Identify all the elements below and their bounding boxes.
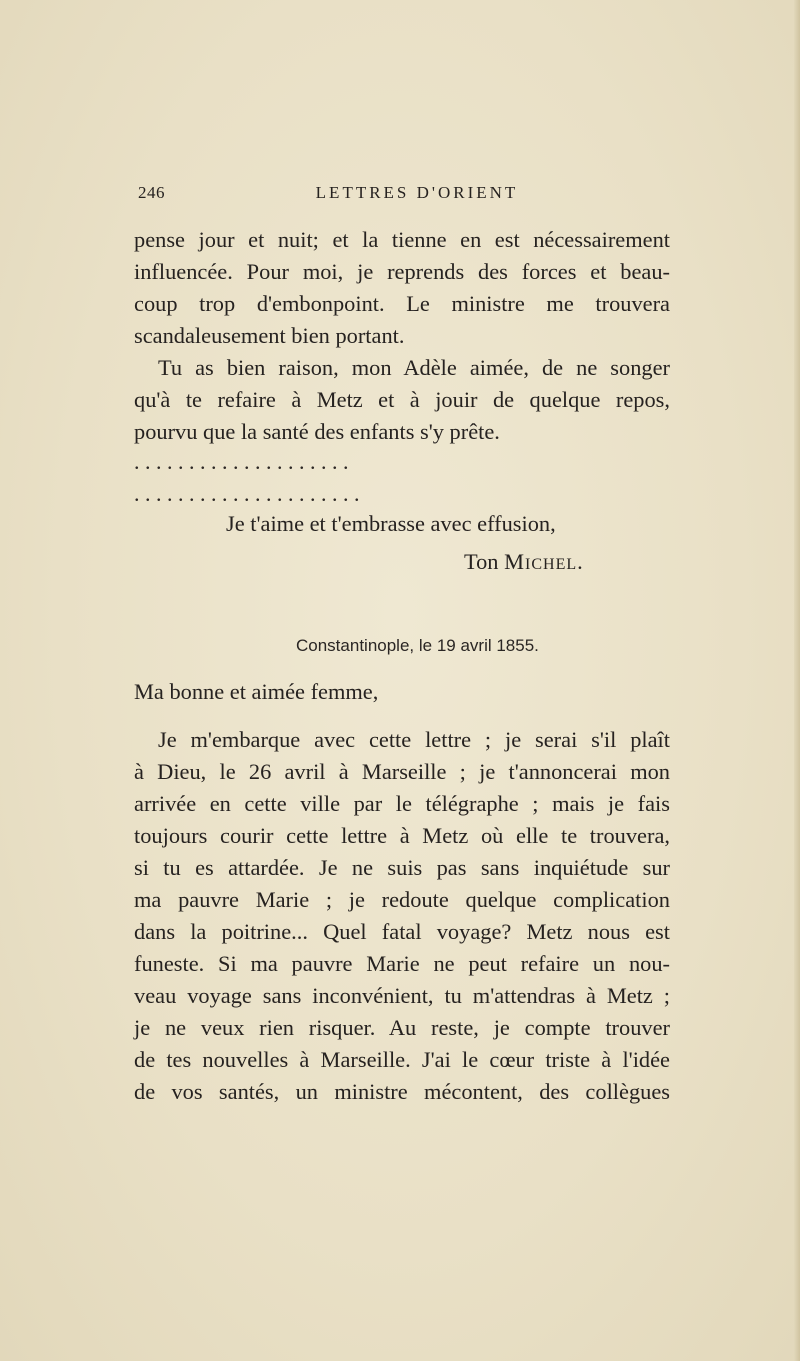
text-line: scandaleusement bien portant.: [134, 323, 405, 348]
text-line: qu'à te refaire à Metz et à jouir de quelque repos,: [134, 387, 670, 412]
signature: [464, 546, 584, 578]
paragraph-letter-body: [134, 724, 670, 1108]
running-title: LETTRES D'ORIENT: [315, 183, 519, 202]
text-line: coup trop d'embonpoint. Le ministre me trouvera: [134, 291, 670, 316]
text-line: dans la poitrine... Quel fatal voyage? Metz nous est: [134, 919, 670, 944]
text-line: pourvu que la santé des enfants s'y prête.: [134, 419, 500, 444]
ellipsis-row-1: . . . . . . . . . . . . . . . . . . . .: [134, 449, 349, 474]
text-line: à Dieu, le 26 avril à Marseille ; je t'annoncerai mon: [134, 759, 670, 784]
salutation: Ma bonne et aimée femme,: [134, 679, 379, 704]
signature-name: Michel.: [504, 549, 584, 574]
signature-prefix: Ton: [464, 549, 499, 574]
text-line: Tu as bien raison, mon Adèle aimée, de ne songer: [158, 355, 670, 380]
page-header: [138, 183, 670, 213]
text-line: toujours courir cette lettre à Metz où elle te trouvera,: [134, 823, 670, 848]
text-line: si tu es attardée. Je ne suis pas sans inquiétude sur: [134, 855, 670, 880]
paragraph-continuation: [134, 224, 670, 352]
text-line: influencée. Pour moi, je reprends des forces et beau-: [134, 259, 670, 284]
text-line: Je m'embarque avec cette lettre ; je serai s'il plaît: [158, 727, 670, 752]
text-line: de vos santés, un ministre mécontent, des collègues: [134, 1079, 670, 1104]
dateline: Constantinople, le 19 avril 1855.: [296, 636, 539, 655]
text-line: veau voyage sans inconvénient, tu m'attendras à Metz ;: [134, 983, 670, 1008]
paragraph-adele: [134, 352, 670, 448]
page-edge-shadow: [794, 0, 800, 1361]
text-line: arrivée en cette ville par le télégraphe ; mais je fais: [134, 791, 670, 816]
page-number: 246: [138, 183, 165, 202]
text-line: je ne veux rien risquer. Au reste, je compte trouver: [134, 1015, 670, 1040]
closing-sentence: Je t'aime et t'embrasse avec effusion,: [226, 511, 556, 536]
text-line: de tes nouvelles à Marseille. J'ai le cœur triste à l'idée: [134, 1047, 670, 1072]
text-line: ma pauvre Marie ; je redoute quelque complication: [134, 887, 670, 912]
text-line: funeste. Si ma pauvre Marie ne peut refaire un nou-: [134, 951, 670, 976]
ellipsis-row-2: . . . . . . . . . . . . . . . . . . . . .: [134, 481, 360, 506]
text-line: pense jour et nuit; et la tienne en est nécessairement: [134, 227, 670, 252]
